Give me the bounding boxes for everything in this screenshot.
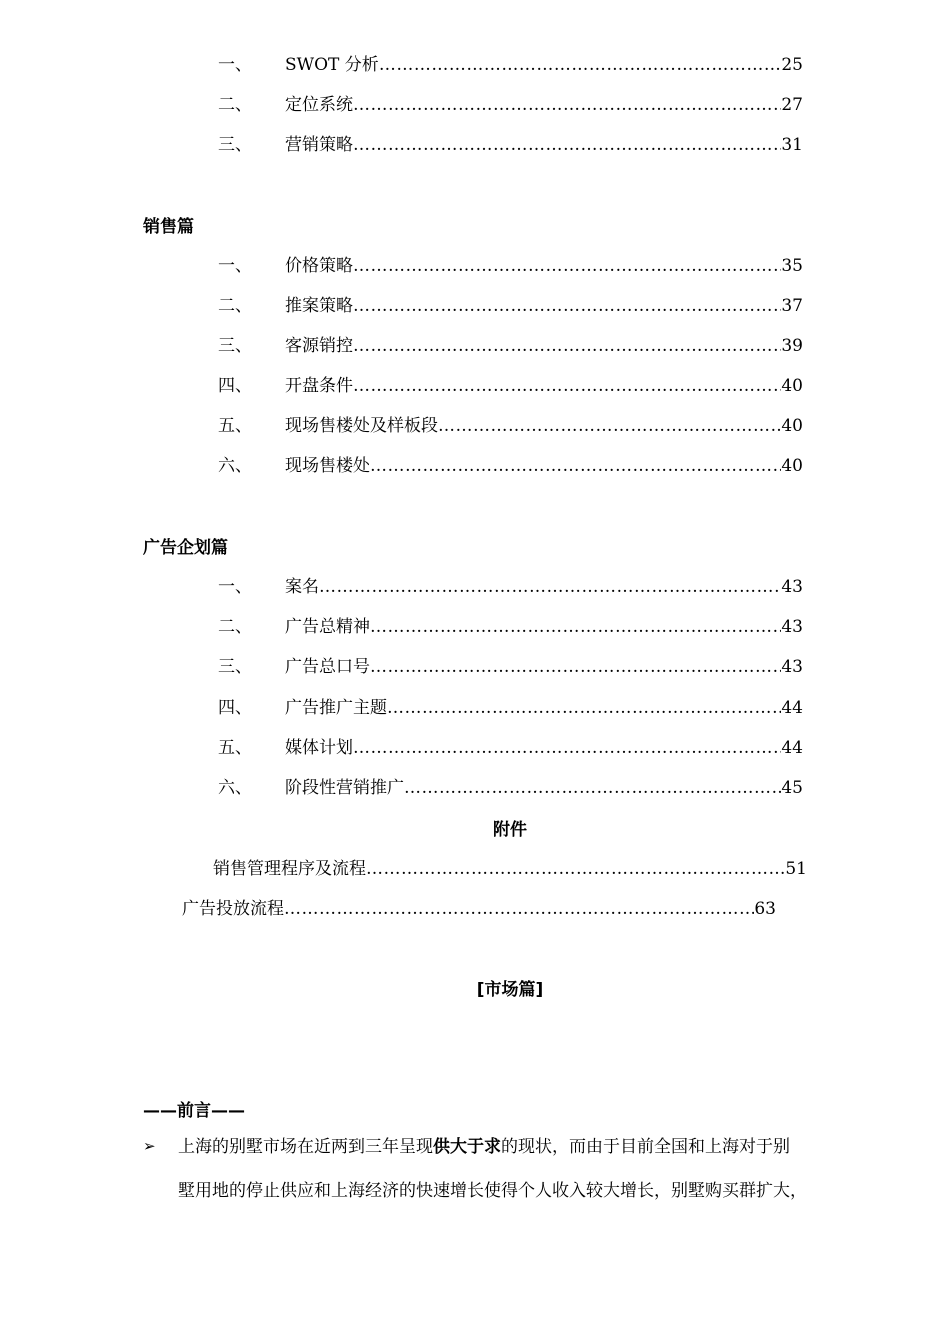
toc-entry — [218, 251, 803, 275]
toc-title: 媒体计划 — [285, 738, 353, 758]
toc-page: 45 — [781, 778, 803, 798]
toc-number: 二、 — [218, 95, 252, 115]
toc-leader — [387, 698, 781, 718]
toc-leader — [366, 859, 785, 879]
toc-entry — [218, 652, 803, 676]
toc-leader — [379, 55, 782, 75]
toc-page: 40 — [781, 456, 803, 476]
toc-page: 63 — [754, 899, 776, 919]
toc-title: 案名 — [285, 577, 319, 597]
toc-leader — [284, 899, 754, 919]
paragraph-text: 上海的别墅市场在近两到三年呈现 — [178, 1137, 433, 1157]
toc-title: 推案策略 — [285, 296, 353, 316]
toc-title: 价格策略 — [285, 256, 353, 276]
highlight-text: 供大于求 — [433, 1137, 501, 1157]
bullet-arrow-icon: ➢ — [143, 1137, 156, 1155]
toc-number: 二、 — [218, 617, 252, 637]
toc-page: 43 — [781, 577, 803, 597]
toc-title: 开盘条件 — [285, 376, 353, 396]
toc-entry — [218, 90, 803, 114]
toc-page: 40 — [781, 376, 803, 396]
toc-page: 51 — [785, 859, 807, 879]
toc-entry — [218, 50, 803, 74]
toc-entry — [218, 451, 803, 475]
toc-entry — [218, 733, 803, 757]
toc-entry — [218, 371, 803, 395]
preface-heading: ——前言—— — [143, 1101, 245, 1121]
toc-leader — [404, 778, 781, 798]
toc-leader — [370, 617, 781, 637]
toc-leader — [353, 95, 781, 115]
toc-number: 四、 — [218, 698, 252, 718]
toc-page: 43 — [781, 617, 803, 637]
toc-leader — [353, 256, 781, 276]
toc-page: 44 — [781, 738, 803, 758]
toc-number: 五、 — [218, 416, 252, 436]
toc-title: 广告推广主题 — [285, 698, 387, 718]
appendix-heading: 附件 — [493, 820, 527, 840]
toc-title: 客源销控 — [285, 336, 353, 356]
toc-leader — [353, 738, 781, 758]
toc-title: SWOT 分析 — [285, 55, 379, 75]
toc-title: 广告投放流程 — [182, 899, 284, 919]
appendix-entry — [182, 894, 776, 918]
market-heading: [市场篇] — [476, 980, 544, 1000]
toc-leader — [353, 296, 781, 316]
toc-page: 40 — [781, 416, 803, 436]
toc-leader — [319, 577, 781, 597]
toc-page: 25 — [781, 55, 803, 75]
toc-entry — [218, 331, 803, 355]
toc-entry — [218, 291, 803, 315]
toc-page: 35 — [781, 256, 803, 276]
toc-title: 定位系统 — [285, 95, 353, 115]
toc-leader — [438, 416, 781, 436]
toc-number: 三、 — [218, 336, 252, 356]
paragraph-text: 的现状，而由于目前全国和上海对于别 — [501, 1137, 790, 1157]
toc-number: 一、 — [218, 577, 252, 597]
paragraph-line — [178, 1125, 890, 1169]
toc-page: 44 — [781, 698, 803, 718]
toc-page: 39 — [781, 336, 803, 356]
section-heading-sales: 销售篇 — [143, 217, 194, 237]
toc-title: 广告总精神 — [285, 617, 370, 637]
toc-title: 现场售楼处 — [285, 456, 370, 476]
toc-leader — [353, 135, 781, 155]
toc-title: 现场售楼处及样板段 — [285, 416, 438, 436]
toc-leader — [370, 456, 781, 476]
toc-title: 营销策略 — [285, 135, 353, 155]
toc-number: 三、 — [218, 657, 252, 677]
toc-number: 一、 — [218, 55, 252, 75]
preface-paragraph — [178, 1125, 890, 1213]
toc-leader — [353, 336, 781, 356]
toc-title: 阶段性营销推广 — [285, 778, 404, 798]
toc-leader — [370, 657, 781, 677]
toc-leader — [353, 376, 781, 396]
toc-number: 六、 — [218, 778, 252, 798]
toc-title: 广告总口号 — [285, 657, 370, 677]
toc-number: 四、 — [218, 376, 252, 396]
toc-entry — [218, 572, 803, 596]
toc-page: 27 — [781, 95, 803, 115]
paragraph-line: 墅用地的停止供应和上海经济的快速增长使得个人收入较大增长，别墅购买群扩大， — [178, 1181, 807, 1201]
toc-entry — [218, 693, 803, 717]
toc-title: 销售管理程序及流程 — [213, 859, 366, 879]
toc-number: 一、 — [218, 256, 252, 276]
toc-page: 37 — [781, 296, 803, 316]
toc-page: 31 — [781, 135, 803, 155]
toc-entry — [218, 411, 803, 435]
toc-number: 五、 — [218, 738, 252, 758]
toc-entry — [218, 773, 803, 797]
toc-page: 43 — [781, 657, 803, 677]
toc-number: 六、 — [218, 456, 252, 476]
toc-number: 三、 — [218, 135, 252, 155]
toc-entry — [218, 612, 803, 636]
toc-number: 二、 — [218, 296, 252, 316]
section-heading-ads: 广告企划篇 — [143, 538, 228, 558]
appendix-entry — [213, 854, 807, 878]
toc-entry — [218, 130, 803, 154]
